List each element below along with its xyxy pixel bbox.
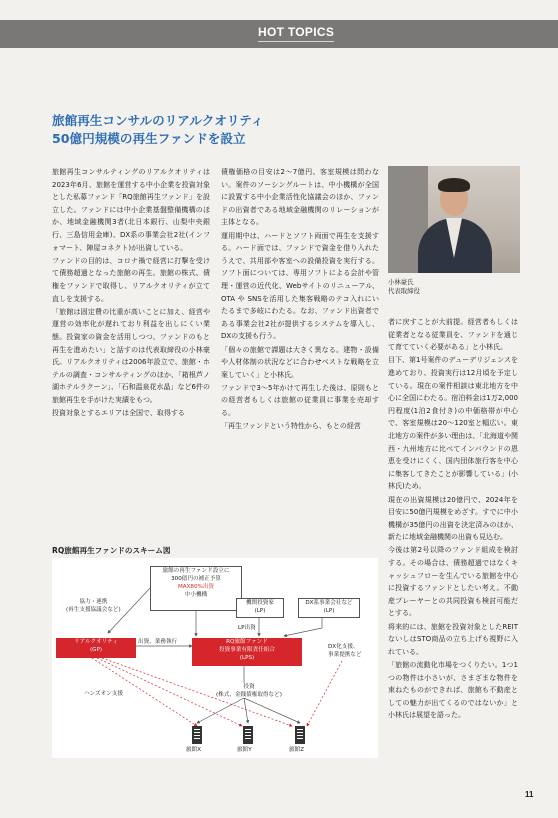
body-column-2 xyxy=(221,166,379,433)
banner-title: HOT TOPICS xyxy=(258,25,335,39)
cooperation-label: 協力・連携 (再生支援協議会など) xyxy=(66,599,121,613)
paragraph: ファンドで3〜5年かけて再生した後は、原則もとの経営者もしくは旅館の従業員に事業を売却する。 xyxy=(221,383,379,418)
inn-z-building-icon xyxy=(295,726,305,744)
portrait-photo xyxy=(388,166,520,273)
paragraph: 「再生ファンドという特性から、もとの経営 xyxy=(221,422,361,431)
body-column-3 xyxy=(388,316,518,723)
headline-line-1: 旅館再生コンサルのリアルクオリティ xyxy=(52,113,264,128)
arrow-to-inn-x xyxy=(197,698,244,723)
max-investment: MAX80%出資 xyxy=(177,584,215,590)
paragraph: ファンドの目的は、コロナ禍で経営に打撃を受けて債務超過となった旅館の再生。旅館の株式、債権をファンドで取得し、リアルクオリティが立て直しを支援する。 xyxy=(52,256,210,303)
figure-title: RQ旅館再生ファンドのスキーム図 xyxy=(52,546,171,555)
paragraph: 「旅館は固定費の比重が高いことに加え、経営や運営の効率化が遅れており利益を出しにくい業態。投資家の資金を活用しつつ、ファンドのもと再生を進めたい」と話すのは代表取締役の小林豪氏。リアルクオリティは2006年設立で、旅館・ホテルの調査・コンサルティングのほか、「箱根芦ノ湖ホテルラクーン」、「石和温泉花水晶」など6件の旅館再生を手がけた実績をもつ。 xyxy=(52,307,210,404)
arrow-to-inn-z xyxy=(244,698,300,723)
paragraph: 「個々の旅館で課題は大きく異なる。建物・設備や人材体制の状況などに合わせベストな戦略を立案していく」と小林氏。 xyxy=(221,345,379,379)
body-column-1 xyxy=(52,166,210,420)
scheme-diagram xyxy=(52,558,378,758)
paragraph: 現在の出資規模は20億円で、2024年を目安に50億円規模をめざす。すでに中小機構が35億円の出資を決定済みのほか、新たに地域金融機関の出資も見込む。 xyxy=(388,495,518,542)
investment-label: 投資 (株式、金銭債権取得など) xyxy=(216,684,282,698)
arrow-to-inn-y xyxy=(244,698,248,723)
page-number: 11 xyxy=(525,790,534,799)
inn-x-label: 旅館X xyxy=(186,747,202,753)
inn-y-building-icon xyxy=(243,726,253,744)
paragraph: 「旅館の流動化市場をつくりたい。1つ1つの物件は小さいが、さまざまな物件を束ねたものができれば、旅館も不動産としての魅力が出てくるのではないか」と小林氏は展望を語った。 xyxy=(388,661,518,720)
gp-box: リアルクオリティ (GP) xyxy=(56,638,136,658)
photo-caption-name: 小林豪氏 xyxy=(388,278,414,286)
lps-box: RQ旅館ファンド 投資事業有限責任組合 (LPS) xyxy=(192,638,302,666)
paragraph: 今後は第2号以降のファンド組成を検討する。その場合は、債務超過ではなくキャッシュフローを生んでいる旅館を中心に投資するファンドとしたい考え。不動産プレーヤーとの共同投資も検討可能だとする。 xyxy=(388,546,518,618)
paragraph: 運用期中は、ハードとソフト両面で再生を支援する。ハード面では、ファンドで資金を借り入れたうえで、共用部や客室への設備投資を実行する。ソフト面については、専用ソフトによる会計や管理・運営の近代化、Webサイトのリニューアル、OTA や SNSを活用した集客戦略のテコ入れにいたるまで多岐にわたる。なお、ファンド出資者である事業会社2社が提供するシステムを導入し、DXの支援も行う。 xyxy=(221,231,379,341)
hands-on-label: ハンズオン支援 xyxy=(84,691,123,697)
article-headline xyxy=(52,112,382,148)
paragraph: 投資対象とするエリアは全国で、取得する xyxy=(52,409,185,418)
dx-support-label: DX化支援、 事業提携など xyxy=(328,644,362,658)
arrow-dx-to-lps-h xyxy=(284,628,322,636)
lender-box: 機関投資家 (LP) xyxy=(236,598,284,618)
inn-y-label: 旅館Y xyxy=(237,747,252,753)
smrj-name: 中小機構 xyxy=(184,592,208,598)
photo-hair xyxy=(438,178,470,192)
dx-company-box: DX系事業会社など (LP) xyxy=(298,598,360,618)
lp-investment-label: LP出資 xyxy=(238,625,256,631)
headline-line-2: 50億円規模の再生ファンドを設立 xyxy=(52,131,246,146)
paragraph: 旅館再生コンサルティングのリアルクオリティは2023年6月、旅館を運営する中小企業を投資対象とした私募ファンド「RQ旅館再生ファンド」を設立した。ファンドには中小企業基盤整備機構のほか、地域金融機関3者(北日本銀行、山梨中央銀行、三島信用金庫)、DX系の事業会社2社(インフォマート、陣屋コネクト)が出資している。 xyxy=(52,168,210,252)
paragraph: 者に戻すことが大前提。経営者もしくは従業者となる従業員を、ファンドを通じて育てていく必要がある」と小林氏。 xyxy=(388,318,518,352)
inn-z-label: 旅館Z xyxy=(289,747,305,753)
gp-flow-label: 出資、業務執行 xyxy=(138,639,178,645)
paragraph: 目下、第1号案件のデューデリジェンスを進めており、投資実行は12月頃を予定している。現在の案件相談は東北地方を中心に全国にわたる。宿泊料金は1万2,000円程度(1泊2食付き)の中価格帯が中心で、客室規模は20〜120室と幅広い。東北地方の案件が多い理由は、「北海道や関西・九州地方に比べてインバウンドの恩恵を受けにくく、国内団体旅行客を中心に集客してきたことが影響している」(小林氏)ため。 xyxy=(388,356,518,491)
dashed-dx-support xyxy=(307,661,342,726)
paragraph: 債権価格の目安は2〜7億円、客室規模は問わない。案件のソーシングルートは、中小機構が全国に設置する中小企業活性化協議会のほか、ファンドの出資者である地域金融機関のリレーションが主体となる。 xyxy=(221,168,379,227)
hot-topics-banner xyxy=(0,20,558,48)
smrj-budget-box: 旅館の再生ファンド設立に 300億円の補正予算 MAX80%出資 中小機構 xyxy=(150,566,242,611)
photo-caption-title: 代表取締役 xyxy=(388,287,420,295)
paragraph: 将来的には、旅館を投資対象としたREITないしはSTO商品の立ち上げも視野に入れている。 xyxy=(388,622,518,656)
inn-x-building-icon xyxy=(192,726,202,744)
banner-underline xyxy=(258,41,334,42)
